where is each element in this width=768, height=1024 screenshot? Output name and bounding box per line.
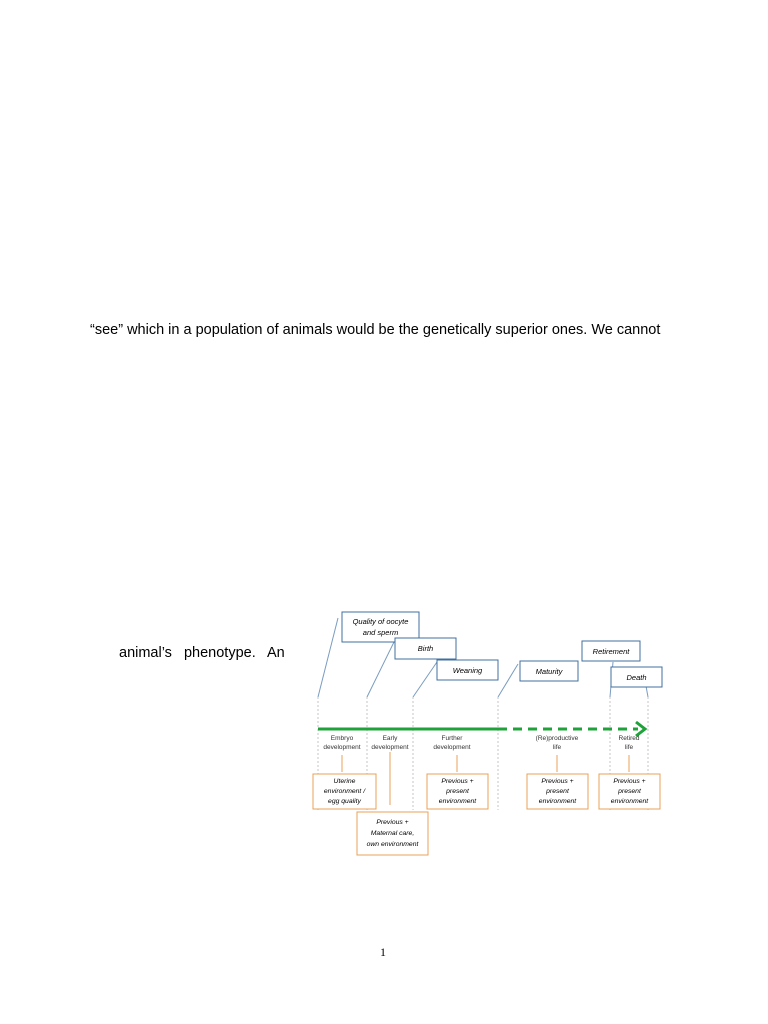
stage-labels — [323, 735, 639, 751]
stage-embryo-2: development — [323, 744, 361, 751]
env-box-retired — [599, 774, 660, 809]
prev1-3: environment — [438, 798, 477, 805]
prev3-1: Previous + — [613, 778, 646, 785]
env-box-maternal — [357, 812, 428, 855]
page-number: 1 — [380, 945, 386, 959]
life-stages-diagram — [300, 600, 680, 865]
body-text-line-2: animal’s phenotype. An — [119, 645, 285, 661]
retirement-label: Retirement — [592, 647, 630, 656]
retirement-box — [582, 641, 640, 661]
maturity-label: Maturity — [535, 667, 563, 676]
body-text-line-1: “see” which in a population of animals would be the genetically superior ones. We cannot — [90, 322, 661, 338]
uterine-3: egg quality — [328, 798, 361, 805]
env-box-uterine — [313, 774, 376, 809]
weaning-box — [437, 660, 498, 680]
death-box — [611, 667, 662, 687]
stage-embryo-1: Embryo — [330, 735, 354, 742]
uterine-2: environment / — [323, 788, 366, 795]
maternal-3: own environment — [366, 841, 419, 848]
stage-retired-1: Retired — [618, 735, 640, 742]
stage-further-1: Further — [441, 735, 463, 742]
stage-early-2: development — [371, 744, 409, 751]
env-box-further — [427, 774, 488, 809]
maturity-box — [520, 661, 578, 681]
maternal-1: Previous + — [376, 819, 409, 826]
weaning-label: Weaning — [452, 666, 483, 675]
quality-label-2: and sperm — [362, 628, 399, 637]
prev3-2: present — [618, 788, 641, 795]
birth-box — [395, 638, 456, 659]
uterine-1: Uterine — [333, 778, 356, 785]
quality-label-1: Quality of oocyte — [352, 617, 409, 626]
stage-repro-1: (Re)productive — [535, 735, 579, 742]
prev2-1: Previous + — [541, 778, 574, 785]
env-box-repro — [527, 774, 588, 809]
prev1-1: Previous + — [441, 778, 474, 785]
prev2-2: present — [546, 788, 569, 795]
stage-early-1: Early — [382, 735, 398, 742]
stage-further-2: development — [433, 744, 471, 751]
prev3-3: environment — [610, 798, 649, 805]
prev1-2: present — [446, 788, 469, 795]
birth-label: Birth — [417, 644, 434, 653]
stage-retired-2: life — [624, 744, 634, 751]
death-label: Death — [626, 673, 647, 682]
stage-repro-2: life — [552, 744, 562, 751]
maternal-2: Maternal care, — [370, 830, 415, 837]
prev2-3: environment — [538, 798, 577, 805]
